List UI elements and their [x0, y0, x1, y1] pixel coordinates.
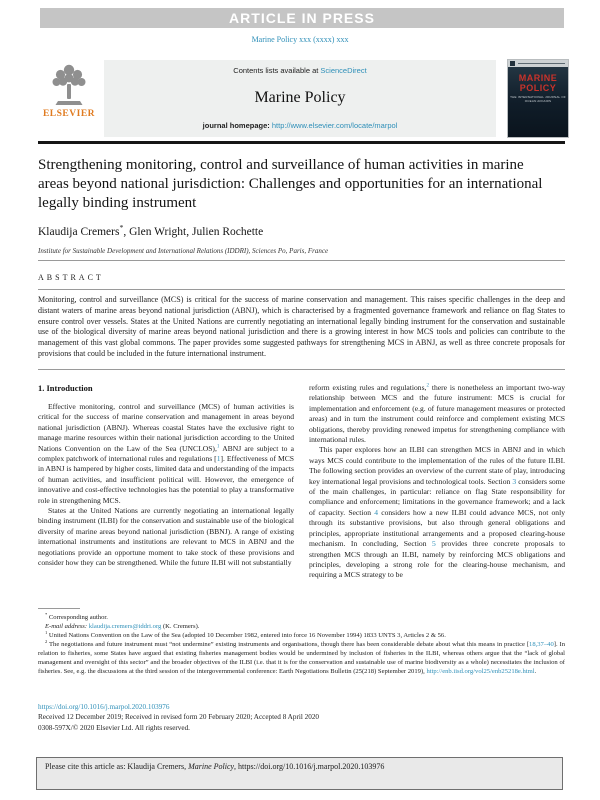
text-segment: (K. Cremers).: [161, 623, 200, 630]
inline-link[interactable]: 18,37–40: [529, 641, 554, 648]
masthead-divider-rule: [38, 141, 565, 144]
journal-title: Marine Policy: [254, 89, 346, 106]
masthead-center-panel: [104, 60, 496, 137]
homepage-line: [203, 121, 398, 130]
contents-line: [233, 66, 366, 75]
text-segment: , https://doi.org/10.1016/j.marpol.2020.103976: [234, 762, 385, 771]
inline-link[interactable]: klaudija.cremers@iddri.org: [88, 623, 162, 630]
text-segment: .: [534, 668, 537, 675]
right-column: [309, 383, 565, 607]
sciencedirect-link[interactable]: ScienceDirect: [320, 66, 367, 75]
article-footer: [38, 702, 565, 733]
cover-subtitle: THE INTERNATIONAL JOURNAL OF OCEAN AFFAIRS: [510, 95, 566, 103]
article-title: Strengthening monitoring, control and surveillance of human activities in marine areas beyond national jurisdiction: Challenges and opportunities for an international legally binding instrument: [38, 157, 543, 211]
footnote-1: [38, 631, 565, 640]
body-paragraph: [38, 506, 294, 568]
text-segment: The negotiations and future instrument must “not undermine” existing instruments and organisations, though there has been considerable debate about what this means in practice [: [47, 641, 530, 648]
text-segment: ]. In relation to fisheries, some States have argued that existing fisheries management bodies would be undermined by inclusion of fisheries in the ILBI, whereas others argue that the “lack of global management and oversight of this sector” and the broader objectives of the ILBI (i.e. that it is for the conservation and sustainable use of marine biodiversity as a whole) necessitates the inclusion of fisheries. See, e.g. the discussions at the third session of the intergovernmental conference: Earth Negotiations Bulletin (25(218) September 2019),: [38, 641, 565, 675]
footnote-corresponding-author: [38, 613, 565, 622]
text-segment: This paper explores how an ILBI can strengthen MCS in ABNJ and in which ways MCS could contribute to the implementation of the rules of the future ILBI. The following section provides an overview of the current state of play, introducing key international legal provisions and technological tools. Section: [309, 445, 565, 486]
cover-title: [508, 73, 568, 93]
banner-label: ARTICLE IN PRESS: [229, 10, 375, 26]
text-segment: considers some of the main challenges, in particular: reliance on flag State responsibility for compliance and enforcement; limitations in the governance framework; and a lack of capacity. Section: [309, 476, 565, 517]
text-segment: *: [119, 223, 124, 233]
divider-rule: [38, 369, 565, 370]
body-paragraph: [309, 445, 565, 580]
section-heading-introduction: 1. Introduction: [38, 383, 93, 393]
text-segment: Please cite this article as: Klaudija Cremers,: [45, 762, 189, 771]
footnote-2: [38, 640, 565, 676]
cover-title-line2: POLICY: [519, 83, 557, 93]
inline-link[interactable]: 2: [426, 383, 430, 389]
text-segment: there is nonetheless an important two-way relationship between MCS and the future instrument: MCS is crucial for implementation and enforcement (e.g. of future management measures or protected areas) and in turn the instrument could reinforce and complement existing MCS obligations, thereby providing renewed impetus for strengthening compliance with international rules.: [309, 383, 565, 445]
footnote-email: [38, 622, 565, 631]
cover-publisher-mark: [510, 61, 515, 66]
text-segment: provides three concrete proposals to strengthen MCS through an ILBI, namely by reinforcing MCS obligations and principles, developing a strong role for the clearing-house mechanism, and requiring a MCS strategy to be: [309, 539, 565, 580]
elsevier-logo[interactable]: [38, 60, 100, 137]
inline-link[interactable]: 4: [374, 507, 379, 517]
divider-rule: [38, 260, 565, 261]
cover-top-rule: [518, 63, 565, 64]
doi-link[interactable]: https://doi.org/10.1016/j.marpol.2020.103976: [38, 703, 170, 711]
text-segment: States at the United Nations are currently negotiating an international legally binding instrument (ILBI) for the conservation and sustainable use of the biological diversity of marine areas beyond national jurisdiction (BBNJ). A range of existing international instruments and institutions are relevant to MCS in ABNJ and the negotiations provide an opportune moment to take stock of these provisions and consider how they can be strengthened. While the future ILBI will not substantially: [38, 506, 294, 568]
text-segment: Klaudija Cremers: [38, 226, 120, 238]
abstract-text: Monitoring, control and surveillance (MCS) is critical for the success of marine conservation and management. This raises specific challenges in the deep and distant waters of marine areas beyond national jurisdiction (ABNJ), which is characterised by a fragmented governance framework and reliance on flag States to ensure control over vessels. States at the United Nations are currently negotiating an international legally binding instrument for the conservation and sustainable use of the biological diversity of marine areas beyond national jurisdiction and there is a growing interest in how MCS tools and policies can contribute to the management of this vast global commons. The paper provides some suggested pathways for strengthening MCS in ABNJ, as well as three concrete proposals for provisions that could be included in the future international instrument.: [38, 295, 565, 358]
elsevier-wordmark: ELSEVIER: [42, 109, 96, 119]
inline-link[interactable]: 1: [216, 454, 221, 464]
text-segment: , Glen Wright, Julien Rochette: [123, 226, 264, 238]
text-segment: United Nations Convention on the Law of the Sea (adopted 10 December 1982, entered into force 16 November 1994) 1833 UNTS 3, Articles 2 & 56.: [47, 632, 446, 639]
contents-prefix: Contents lists available at: [233, 66, 321, 75]
journal-cover-thumbnail[interactable]: [508, 60, 568, 137]
text-segment: Effective monitoring, control and surveillance (MCS) of human activities is critical for the success of marine conservation and management in areas beyond national jurisdiction (ABNJ). Whereas coastal States have the exclusive right to manage marine resources within their national jurisdiction according to the United Nations Convention on the Law of the Sea (UNCLOS),: [38, 402, 294, 453]
text-segment: 2: [45, 638, 48, 644]
author-line: [38, 223, 554, 238]
revision-history: Received 12 December 2019; Received in revised form 20 February 2020; Accepted 8 April 2020: [38, 713, 320, 722]
elsevier-tree-icon: [49, 62, 89, 108]
text-segment: ABNJ are subject to a complex patchwork of international rules and regulations [: [38, 443, 294, 464]
affiliation: Institute for Sustainable Development and International Relations (IDDRI), Sciences Po, Paris, France: [38, 247, 329, 255]
text-segment: ]. Effectiveness of MCS in ABNJ is hampered by higher costs, limited data and understanding of the impacts of human activities, and insufficient political will. However, the emergence of innovative and cost-effective technologies has the potential to play a transformative role in strengthening MCS.: [38, 454, 294, 505]
left-column: [38, 383, 294, 607]
text-segment: 1: [45, 629, 48, 635]
footnotes-block: [38, 608, 565, 676]
divider-rule: [38, 289, 565, 290]
body-columns: [38, 383, 565, 607]
text-segment: Marine Policy: [188, 762, 235, 771]
text-segment: considers how a new ILBI could advance MCS, not only through its substantive provisions, but also through general obligations and principles, appropriate institutional arrangements and a proposed clearing-house mechanism. In concluding, Section: [309, 507, 565, 549]
inline-link[interactable]: 3: [512, 476, 517, 486]
inline-link[interactable]: 5: [431, 539, 436, 549]
homepage-label: journal homepage:: [202, 121, 272, 130]
body-paragraph: [38, 402, 294, 506]
homepage-url-link[interactable]: http://www.elsevier.com/locate/marpol: [271, 121, 398, 130]
article-in-press-banner: [40, 8, 564, 28]
cover-top-strip: [508, 60, 568, 67]
citation-box: [36, 757, 563, 790]
inline-link[interactable]: 1: [216, 443, 220, 450]
body-paragraph: [309, 383, 565, 445]
text-segment: E-mail address:: [45, 623, 89, 630]
text-segment: Corresponding author.: [47, 614, 108, 621]
text-segment: reform existing rules and regulations,: [309, 383, 427, 392]
inline-link[interactable]: http://enb.iisd.org/vol25/enb25218e.html: [426, 668, 535, 675]
cover-title-line1: MARINE: [518, 73, 558, 83]
issn-copyright: 0308-597X/© 2020 Elsevier Ltd. All rights reserved.: [38, 723, 190, 732]
journal-masthead: [38, 60, 568, 137]
journal-reference: Marine Policy xxx (xxxx) xxx: [251, 35, 349, 44]
footnote-separator: [38, 608, 80, 609]
text-segment: *: [45, 611, 48, 617]
abstract-heading: ABSTRACT: [38, 273, 104, 282]
